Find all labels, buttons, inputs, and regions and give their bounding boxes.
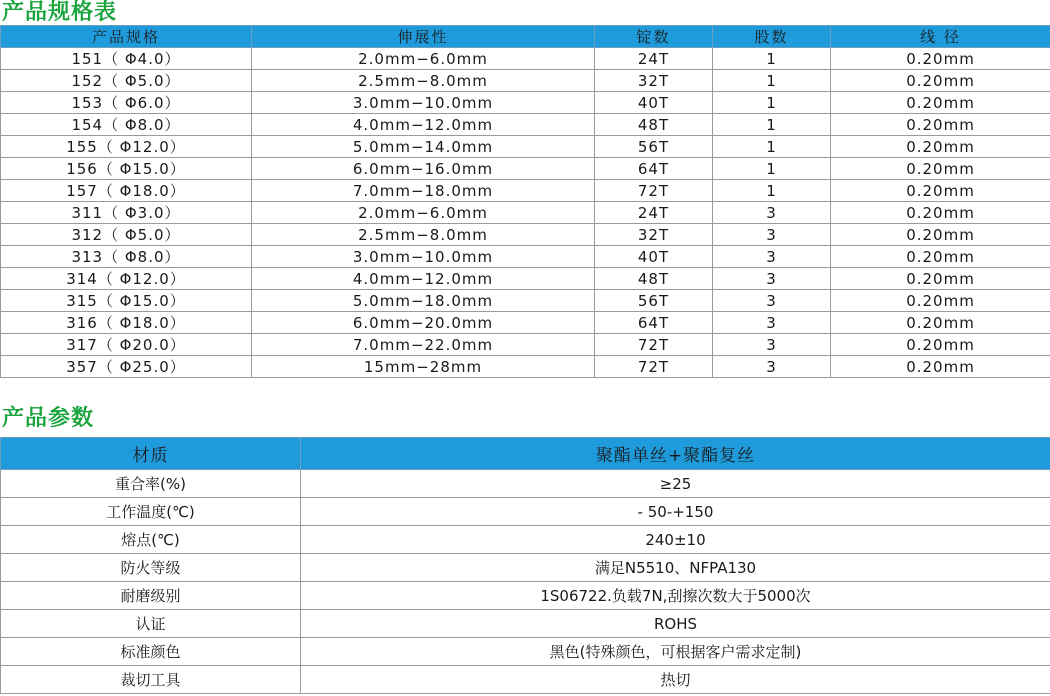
table-cell: 1 xyxy=(713,180,831,202)
table-cell: ROHS xyxy=(301,610,1050,638)
table-cell: 357（ Φ25.0） xyxy=(1,356,252,378)
table-cell: 154（ Φ8.0） xyxy=(1,114,252,136)
table-cell: 0.20mm xyxy=(831,268,1050,290)
table-cell: 32T xyxy=(595,70,713,92)
table-cell: 3 xyxy=(713,312,831,334)
table-cell: - 50-+150 xyxy=(301,498,1050,526)
table-cell: 黑色(特殊颜色，可根据客户需求定制) xyxy=(301,638,1050,666)
table-row xyxy=(1,610,1050,638)
table-cell: 1 xyxy=(713,70,831,92)
table-row xyxy=(1,202,1050,224)
table-cell: 熔点(℃) xyxy=(1,526,301,554)
table-cell: 3 xyxy=(713,334,831,356)
table-cell: 2.5mm−8.0mm xyxy=(252,70,595,92)
table-row xyxy=(1,180,1050,202)
table-row xyxy=(1,666,1050,694)
spec-section-title: 产品规格表 xyxy=(2,0,118,25)
table-row xyxy=(1,246,1050,268)
table-row xyxy=(1,114,1050,136)
table-row xyxy=(1,334,1050,356)
table-cell: 3.0mm−10.0mm xyxy=(252,92,595,114)
table-cell: 重合率(%) xyxy=(1,470,301,498)
params-header-row xyxy=(1,438,1050,470)
table-cell: 1 xyxy=(713,114,831,136)
table-cell: 裁切工具 xyxy=(1,666,301,694)
table-cell: 0.20mm xyxy=(831,158,1050,180)
spec-header-cell: 产品规格 xyxy=(1,26,252,48)
table-cell: 3.0mm−10.0mm xyxy=(252,246,595,268)
table-cell: 56T xyxy=(595,136,713,158)
table-cell: 316（ Φ18.0） xyxy=(1,312,252,334)
table-cell: 24T xyxy=(595,202,713,224)
table-cell: 72T xyxy=(595,180,713,202)
table-cell: 315（ Φ15.0） xyxy=(1,290,252,312)
spec-header-cell: 伸展性 xyxy=(252,26,595,48)
table-cell: 0.20mm xyxy=(831,224,1050,246)
table-cell: 40T xyxy=(595,246,713,268)
table-cell: 7.0mm−22.0mm xyxy=(252,334,595,356)
table-row xyxy=(1,554,1050,582)
table-cell: 24T xyxy=(595,48,713,70)
table-cell: 防火等级 xyxy=(1,554,301,582)
table-cell: 240±10 xyxy=(301,526,1050,554)
table-row xyxy=(1,136,1050,158)
table-cell: 1 xyxy=(713,136,831,158)
table-cell: 0.20mm xyxy=(831,92,1050,114)
table-row xyxy=(1,224,1050,246)
table-cell: 311（ Φ3.0） xyxy=(1,202,252,224)
table-cell: 5.0mm−14.0mm xyxy=(252,136,595,158)
params-section-title: 产品参数 xyxy=(2,406,95,431)
table-cell: 64T xyxy=(595,158,713,180)
table-cell: 认证 xyxy=(1,610,301,638)
table-row xyxy=(1,582,1050,610)
table-cell: 72T xyxy=(595,334,713,356)
table-row xyxy=(1,356,1050,378)
table-cell: 0.20mm xyxy=(831,48,1050,70)
table-cell: 3 xyxy=(713,224,831,246)
table-cell: 314（ Φ12.0） xyxy=(1,268,252,290)
table-cell: 7.0mm−18.0mm xyxy=(252,180,595,202)
table-cell: 313（ Φ8.0） xyxy=(1,246,252,268)
table-cell: 2.0mm−6.0mm xyxy=(252,202,595,224)
table-row xyxy=(1,312,1050,334)
params-header-cell: 聚酯单丝+聚酯复丝 xyxy=(301,438,1050,470)
table-cell: 151（ Φ4.0） xyxy=(1,48,252,70)
table-row xyxy=(1,158,1050,180)
params-table xyxy=(0,437,1050,694)
table-cell: 0.20mm xyxy=(831,70,1050,92)
table-cell: 0.20mm xyxy=(831,334,1050,356)
spec-header-cell: 线 径 xyxy=(831,26,1050,48)
table-cell: 0.20mm xyxy=(831,312,1050,334)
table-cell: 0.20mm xyxy=(831,246,1050,268)
table-cell: 0.20mm xyxy=(831,136,1050,158)
table-cell: 3 xyxy=(713,246,831,268)
table-cell: 156（ Φ15.0） xyxy=(1,158,252,180)
table-cell: 1 xyxy=(713,48,831,70)
table-row xyxy=(1,638,1050,666)
table-cell: 0.20mm xyxy=(831,202,1050,224)
table-row xyxy=(1,70,1050,92)
spec-table xyxy=(0,25,1050,378)
table-cell: 6.0mm−16.0mm xyxy=(252,158,595,180)
table-cell: 标准颜色 xyxy=(1,638,301,666)
table-cell: 72T xyxy=(595,356,713,378)
table-cell: 满足N5510、NFPA130 xyxy=(301,554,1050,582)
table-cell: 64T xyxy=(595,312,713,334)
table-cell: 4.0mm−12.0mm xyxy=(252,114,595,136)
table-cell: 工作温度(℃) xyxy=(1,498,301,526)
table-cell: 5.0mm−18.0mm xyxy=(252,290,595,312)
spec-header-cell: 股数 xyxy=(713,26,831,48)
table-row xyxy=(1,268,1050,290)
table-row xyxy=(1,498,1050,526)
table-cell: 3 xyxy=(713,268,831,290)
table-cell: 4.0mm−12.0mm xyxy=(252,268,595,290)
table-cell: ≥25 xyxy=(301,470,1050,498)
table-cell: 3 xyxy=(713,356,831,378)
table-cell: 2.5mm−8.0mm xyxy=(252,224,595,246)
table-row xyxy=(1,48,1050,70)
table-row xyxy=(1,526,1050,554)
table-cell: 15mm−28mm xyxy=(252,356,595,378)
table-cell: 153（ Φ6.0） xyxy=(1,92,252,114)
table-cell: 3 xyxy=(713,202,831,224)
params-header-cell: 材质 xyxy=(1,438,301,470)
table-cell: 0.20mm xyxy=(831,290,1050,312)
table-cell: 40T xyxy=(595,92,713,114)
spec-header-cell: 锭数 xyxy=(595,26,713,48)
table-cell: 1 xyxy=(713,92,831,114)
table-row xyxy=(1,290,1050,312)
table-cell: 312（ Φ5.0） xyxy=(1,224,252,246)
table-cell: 0.20mm xyxy=(831,180,1050,202)
table-cell: 热切 xyxy=(301,666,1050,694)
table-cell: 32T xyxy=(595,224,713,246)
table-cell: 1S06722.负载7N,刮擦次数大于5000次 xyxy=(301,582,1050,610)
table-cell: 0.20mm xyxy=(831,356,1050,378)
table-cell: 157（ Φ18.0） xyxy=(1,180,252,202)
table-cell: 56T xyxy=(595,290,713,312)
table-row xyxy=(1,470,1050,498)
table-cell: 0.20mm xyxy=(831,114,1050,136)
table-cell: 152（ Φ5.0） xyxy=(1,70,252,92)
table-cell: 48T xyxy=(595,114,713,136)
table-cell: 317（ Φ20.0） xyxy=(1,334,252,356)
table-cell: 1 xyxy=(713,158,831,180)
table-cell: 3 xyxy=(713,290,831,312)
table-cell: 2.0mm−6.0mm xyxy=(252,48,595,70)
table-row xyxy=(1,92,1050,114)
table-cell: 6.0mm−20.0mm xyxy=(252,312,595,334)
table-cell: 48T xyxy=(595,268,713,290)
table-cell: 155（ Φ12.0） xyxy=(1,136,252,158)
spec-header-row xyxy=(1,26,1050,48)
table-cell: 耐磨级别 xyxy=(1,582,301,610)
